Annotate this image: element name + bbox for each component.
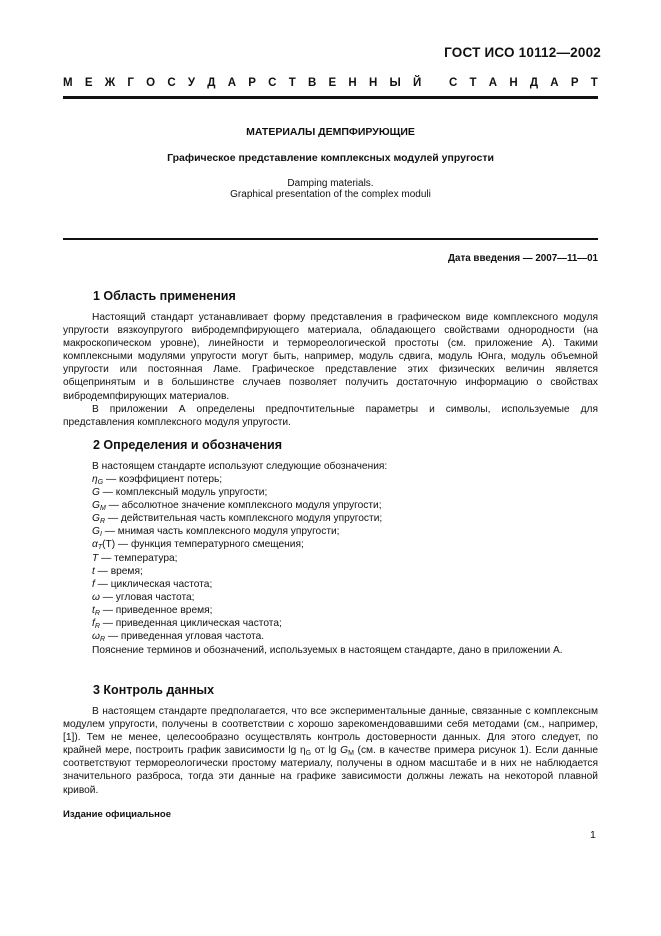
banner-letter: В — [307, 77, 317, 89]
banner-letter: Р — [248, 77, 256, 89]
banner-letter: Ы — [389, 77, 401, 89]
effective-date: Дата введения — 2007—11—01 — [448, 253, 598, 264]
title-rule — [63, 238, 598, 240]
interstate-standard-banner — [63, 77, 598, 89]
section-1-heading: 1 Область применения — [93, 289, 236, 303]
subscript: R — [94, 609, 100, 617]
symbol-list-item — [92, 486, 592, 499]
english-title-line: Graphical presentation of the complex moduli — [230, 189, 431, 200]
symbol-description: — приведенная циклическая частота; — [99, 618, 282, 630]
symbol: t — [92, 565, 95, 577]
banner-letter: Н — [348, 77, 357, 89]
subscript: G — [305, 750, 312, 758]
symbol-list-item — [92, 630, 592, 643]
symbol-list-item — [92, 473, 592, 486]
text-run: В настоящем стандарте предполагается, что все экспериментальные данные, связанные с комплексным модулем упругости, получены в соответствии с хорошо зарекомендовавшими себя методами (см., например, [1]). Тем не менее, целесообразно осуществлять контроль достоверности данных. Для этого следует, по крайней мере, построить график зависимости lg η — [63, 706, 598, 757]
symbol-description: — приведенное время; — [99, 604, 213, 616]
banner-letter: М — [63, 77, 73, 89]
symbol-list-item — [92, 538, 592, 551]
header-rule — [63, 96, 598, 99]
symbol-description: — приведенная угловая частота. — [105, 631, 265, 643]
banner-letter: Т — [469, 77, 477, 89]
text-run: (см. в качестве примера рисунок 1). Если данные соответствуют термореологически простому материалу, получены в одном масштабе и в них не наблюдается значительного разброса, тогда эти данные на графике зависимости должны лежать на некоторой плавной кривой. — [63, 745, 598, 796]
symbol-description: — циклическая частота; — [94, 578, 213, 590]
subscript: M — [348, 750, 354, 758]
symbol: G — [92, 487, 100, 499]
document-title: МАТЕРИАЛЫ ДЕМПФИРУЮЩИЕ — [246, 126, 415, 138]
banner-letter: Г — [127, 77, 134, 89]
symbol: ω — [92, 591, 100, 603]
english-title-line: Damping materials. — [287, 178, 374, 189]
banner-letter: А — [488, 77, 498, 89]
symbol-description: — мнимая часть комплексного модуля упругости; — [101, 526, 340, 538]
banner-letter: Н — [509, 77, 518, 89]
symbol-description: — время; — [94, 565, 143, 577]
banner-letter: Е — [328, 77, 337, 89]
document-code: ГОСТ ИСО 10112—2002 — [444, 45, 601, 60]
banner-letter: Т — [288, 77, 296, 89]
english-title — [63, 178, 598, 200]
symbol-description: — действительная часть комплексного модуля упругости; — [105, 513, 383, 525]
subscript: T — [97, 544, 103, 552]
symbol-list-item — [92, 525, 592, 538]
banner-letter: Ж — [104, 77, 116, 89]
symbol: T — [92, 552, 99, 564]
symbol: α — [92, 539, 98, 551]
banner-letter: А — [550, 77, 559, 89]
banner-letter: С — [167, 77, 176, 89]
text-run: от lg — [311, 745, 341, 757]
symbol-list-item — [92, 591, 592, 604]
section-3-paragraph — [63, 705, 598, 797]
symbol-list — [92, 473, 592, 643]
section-3-heading: 3 Контроль данных — [93, 683, 215, 697]
banner-letter: Д — [207, 77, 216, 89]
symbol: G — [340, 745, 349, 757]
symbol-list-item — [92, 578, 592, 591]
subscript: R — [99, 518, 105, 526]
symbol: G — [92, 513, 100, 525]
banner-letter: Й — [413, 77, 422, 89]
banner-letter: С — [268, 77, 277, 89]
document-subtitle: Графическое представление комплексных модулей упругости — [167, 152, 494, 164]
symbol-description: — угловая частота; — [99, 591, 195, 603]
banner-letter: Т — [590, 77, 598, 89]
banner-letter — [434, 77, 437, 89]
subscript: R — [94, 623, 100, 631]
section-2-intro: В настоящем стандарте используют следующие обозначения: — [92, 461, 388, 472]
symbol-list-item — [92, 552, 592, 565]
subscript: G — [97, 479, 104, 486]
section-2-closing: Пояснение терминов и обозначений, используемых в настоящем стандарте, дано в приложении А. — [92, 645, 563, 656]
symbol-description: — температура; — [98, 552, 178, 564]
symbol-list-item — [92, 499, 592, 512]
banner-letter: Е — [84, 77, 93, 89]
section-1-paragraph: В приложении А определены предпочтительные параметры и символы, используемые для представления комплексного модуля упругости. — [63, 404, 598, 429]
subscript: R — [99, 636, 105, 644]
banner-letter: Н — [368, 77, 378, 89]
subscript: M — [99, 505, 106, 513]
banner-letter: У — [187, 77, 196, 89]
symbol: η — [92, 474, 98, 485]
symbol-list-item — [92, 604, 592, 617]
banner-letter: Д — [529, 77, 539, 89]
symbol-list-item — [92, 617, 592, 630]
banner-letter: О — [146, 77, 156, 89]
symbol: ω — [92, 631, 100, 643]
symbol: G — [92, 500, 100, 512]
symbol-description: — коэффициент потерь; — [103, 474, 223, 485]
banner-letter: А — [227, 77, 237, 89]
symbol: f — [92, 618, 95, 630]
page-number: 1 — [590, 829, 596, 841]
subscript: I — [99, 531, 102, 539]
banner-letter: Р — [570, 77, 579, 89]
symbol: f — [92, 578, 95, 590]
symbol-list-item — [92, 512, 592, 525]
symbol: G — [92, 526, 100, 538]
symbol-description: (T) — функция температурного смещения; — [102, 539, 304, 551]
symbol-description: — абсолютное значение комплексного модуля упругости; — [105, 500, 382, 512]
symbol-list-item — [92, 565, 592, 578]
banner-letter: С — [448, 77, 458, 89]
symbol-description: — комплексный модуль упругости; — [99, 487, 268, 499]
section-2-heading: 2 Определения и обозначения — [93, 438, 283, 452]
section-1-paragraph: Настоящий стандарт устанавливает форму представления в графическом виде комплексного модуля упругости вязкоупругого вибродемпфирующего материала, обладающего свойствами однородности (на макроскопическом уровне), линейности и термореологической простоты (см. приложение А). Такими комплексными модулями упругости могут быть, например, модуль сдвига, модуль Юнга, модуль объемной упругости или постоянная Ламе. Графическое представление этих физических величин является общепринятым и в большинстве случаев позволяет получить достаточную информацию о свойствах вибродемпфирующих материалов. — [63, 312, 598, 402]
official-edition-note: Издание официальное — [63, 809, 171, 820]
symbol: t — [92, 604, 95, 616]
